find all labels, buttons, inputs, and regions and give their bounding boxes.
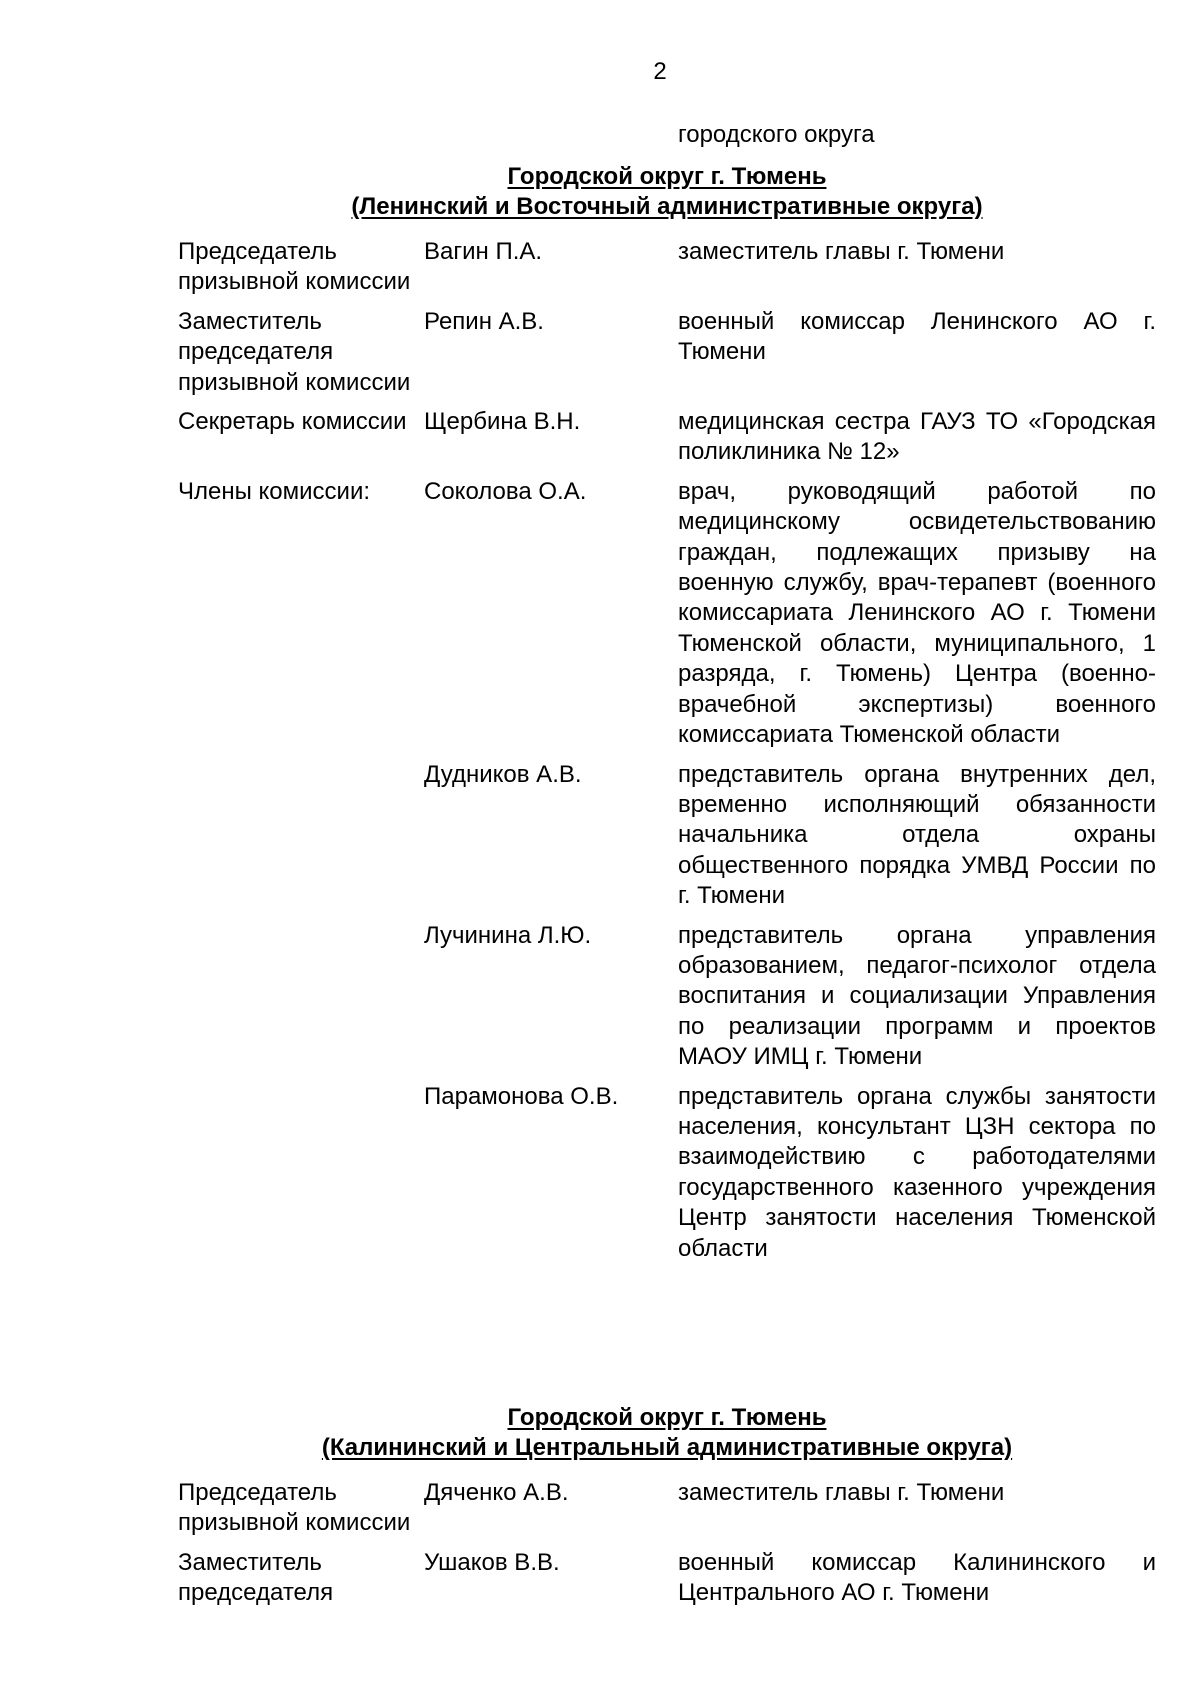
member-position: представитель органа управления образованием, педагог-психолог отдела воспитания и социализации Управления по реализации программ и проектов МАОУ ИМЦ г. Тюмени — [678, 921, 1156, 1071]
member-name: Дудников А.В. — [424, 760, 582, 788]
member-name: Ушаков В.В. — [424, 1548, 560, 1576]
member-name: Парамонова О.В. — [424, 1082, 619, 1110]
member-role: Председатель призывной комиссии — [178, 238, 411, 296]
member-role: Председатель призывной комиссии — [178, 1479, 411, 1537]
member-name: Соколова О.А. — [424, 477, 587, 505]
member-role — [178, 921, 424, 1073]
member-position: военный комиссар Ленинского АО г. Тюмени — [678, 307, 1156, 366]
section-heading-leninsky-vostochny — [0, 162, 1200, 222]
member-name: Репин А.В. — [424, 307, 544, 335]
member-name: Щербина В.Н. — [424, 408, 581, 436]
member-role: Члены комиссии: — [178, 477, 371, 505]
section-heading-kalininsky-centralny — [0, 1403, 1200, 1463]
member-role: Секретарь комиссии — [178, 408, 407, 436]
commission-row — [178, 307, 1156, 398]
member-role — [178, 1082, 424, 1264]
section-heading-line2: (Ленинский и Восточный административные округа) — [351, 193, 983, 220]
member-position: заместитель главы г. Тюмени — [678, 1479, 1005, 1506]
member-role: Заместитель председателя призывной комиссии — [178, 307, 411, 396]
commission-row — [178, 1478, 1156, 1539]
section-heading-line2: (Калининский и Центральный административные округа) — [321, 1434, 1013, 1461]
section-heading-line1: Городской округ г. Тюмень — [507, 1404, 827, 1431]
commission-row — [178, 921, 1156, 1073]
member-name: Дяченко А.В. — [424, 1479, 569, 1506]
member-name: Лучинина Л.Ю. — [424, 921, 592, 949]
member-position: медицинская сестра ГАУЗ ТО «Городская поликлиника № 12» — [678, 408, 1156, 466]
commission-list-leninsky-vostochny — [178, 237, 1156, 1273]
member-position: представитель органа службы занятости населения, консультант ЦЗН сектора по взаимодействию с работодателями государственного казенного учреждения Центр занятости населения Тюменской области — [678, 1082, 1156, 1262]
member-name: Вагин П.А. — [424, 238, 543, 265]
commission-row — [178, 1548, 1156, 1609]
member-position: военный комиссар Калининского и Центрального АО г. Тюмени — [678, 1548, 1156, 1607]
section-heading-line1: Городской округ г. Тюмень — [507, 163, 827, 190]
continued-text: городского округа — [678, 121, 875, 148]
commission-row — [178, 477, 1156, 751]
member-position: представитель органа внутренних дел, временно исполняющий обязанности начальника отдела охраны общественного порядка УМВД России по г. Тюмени — [678, 760, 1156, 910]
member-position: заместитель главы г. Тюмени — [678, 238, 1005, 265]
commission-row — [178, 407, 1156, 468]
page-number: 2 — [653, 58, 667, 85]
commission-row — [178, 237, 1156, 298]
member-role: Заместитель председателя — [178, 1548, 334, 1607]
commission-row — [178, 760, 1156, 912]
commission-list-kalininsky-centralny — [178, 1478, 1156, 1618]
member-position: врач, руководящий работой по медицинскому освидетельствованию граждан, подлежащих призыву на военную службу, врач-терапевт (военного комиссариата Ленинского АО г. Тюмени Тюменской области, муниципального, 1 разряда, г. Тюмень) Центра (военно-врачебной экспертизы) военного комиссариата Тюменской области — [678, 477, 1156, 749]
commission-row — [178, 1082, 1156, 1264]
member-role — [178, 760, 424, 912]
